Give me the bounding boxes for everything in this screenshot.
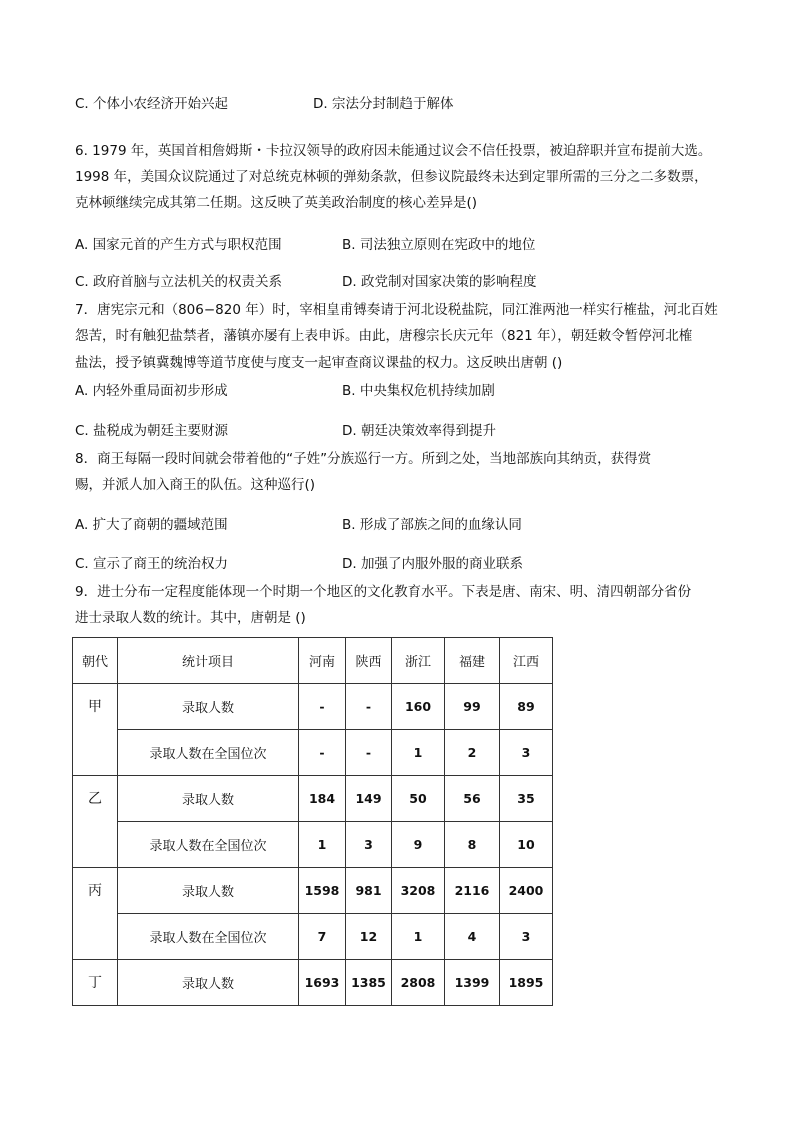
value-cell: - bbox=[346, 730, 392, 776]
item-cell: 录取人数 bbox=[118, 776, 299, 822]
value-cell: 1693 bbox=[299, 960, 346, 1006]
table-row bbox=[73, 960, 553, 1006]
era-cell: 丙 bbox=[73, 868, 118, 960]
q9-stem-line-1: 9．进士分布一定程度能体现一个时期一个地区的文化教育水平。下表是唐、南宋、明、清四朝部分省份 bbox=[75, 584, 692, 600]
value-cell: 184 bbox=[299, 776, 346, 822]
value-cell: 99 bbox=[445, 684, 500, 730]
q7-stem-line-2: 怨苦，时有触犯盐禁者，藩镇亦屡有上表申诉。由此，唐穆宗长庆元年（821 年），朝廷敕令暂停河北榷 bbox=[75, 328, 693, 344]
value-cell: 7 bbox=[299, 914, 346, 960]
q8-option-a: A. 扩大了商朝的疆域范围 bbox=[75, 517, 228, 533]
q7-option-b: B. 中央集权危机持续加剧 bbox=[342, 383, 495, 399]
header-cell-item: 统计项目 bbox=[118, 638, 299, 684]
header-cell-era: 朝代 bbox=[73, 638, 118, 684]
table-row bbox=[73, 776, 553, 822]
value-cell: 9 bbox=[392, 822, 445, 868]
value-cell: 149 bbox=[346, 776, 392, 822]
q6-option-d: D. 政党制对国家决策的影响程度 bbox=[342, 274, 537, 290]
value-cell: 1 bbox=[299, 822, 346, 868]
value-cell: - bbox=[299, 730, 346, 776]
value-cell: - bbox=[346, 684, 392, 730]
q7-option-d: D. 朝廷决策效率得到提升 bbox=[342, 423, 496, 439]
jinshi-statistics-table bbox=[72, 637, 553, 1006]
era-cell: 丁 bbox=[73, 960, 118, 1006]
q8-stem-line-2: 赐，并派人加入商王的队伍。这种巡行() bbox=[75, 477, 316, 493]
value-cell: 3 bbox=[346, 822, 392, 868]
value-cell: - bbox=[299, 684, 346, 730]
value-cell: 3208 bbox=[392, 868, 445, 914]
value-cell: 1895 bbox=[500, 960, 553, 1006]
value-cell: 10 bbox=[500, 822, 553, 868]
value-cell: 1399 bbox=[445, 960, 500, 1006]
q8-option-c: C. 宣示了商王的统治权力 bbox=[75, 556, 229, 572]
value-cell: 8 bbox=[445, 822, 500, 868]
q6-stem-line-2: 1998 年，美国众议院通过了对总统克林顿的弹劾条款，但参议院最终未达到定罪所需的三分之二多数票， bbox=[75, 169, 708, 185]
table-header-row bbox=[73, 638, 553, 684]
header-cell-fujian: 福建 bbox=[445, 638, 500, 684]
value-cell: 2808 bbox=[392, 960, 445, 1006]
value-cell: 2 bbox=[445, 730, 500, 776]
table-row bbox=[73, 730, 553, 776]
value-cell: 2116 bbox=[445, 868, 500, 914]
q6-option-b: B. 司法独立原则在宪政中的地位 bbox=[342, 237, 536, 253]
value-cell: 12 bbox=[346, 914, 392, 960]
header-cell-jiangxi: 江西 bbox=[500, 638, 553, 684]
value-cell: 3 bbox=[500, 914, 553, 960]
value-cell: 981 bbox=[346, 868, 392, 914]
era-cell: 甲 bbox=[73, 684, 118, 776]
q8-stem-line-1: 8．商王每隔一段时间就会带着他的“子姓”分族巡行一方。所到之处，当地部族向其纳贡，获得赏 bbox=[75, 451, 652, 467]
q7-stem-line-1: 7．唐宪宗元和（806−820 年）时，宰相皇甫镈奏请于河北设税盐院，同江淮两池一样实行榷盐，河北百姓 bbox=[75, 302, 718, 318]
value-cell: 2400 bbox=[500, 868, 553, 914]
table-row bbox=[73, 684, 553, 730]
value-cell: 4 bbox=[445, 914, 500, 960]
item-cell: 录取人数在全国位次 bbox=[118, 822, 299, 868]
item-cell: 录取人数在全国位次 bbox=[118, 730, 299, 776]
value-cell: 1598 bbox=[299, 868, 346, 914]
header-cell-shaanxi: 陕西 bbox=[346, 638, 392, 684]
era-cell: 乙 bbox=[73, 776, 118, 868]
value-cell: 1 bbox=[392, 914, 445, 960]
q6-stem-line-1: 6. 1979 年，英国首相詹姆斯・卡拉汉领导的政府因未能通过议会不信任投票，被迫辞职并宣布提前大选。 bbox=[75, 143, 712, 159]
q6-stem-line-3: 克林顿继续完成其第二任期。这反映了英美政治制度的核心差异是() bbox=[75, 195, 478, 211]
q5-option-d: D. 宗法分封制趋于解体 bbox=[313, 96, 454, 112]
q7-option-a: A. 内轻外重局面初步形成 bbox=[75, 383, 228, 399]
value-cell: 89 bbox=[500, 684, 553, 730]
q5-option-c: C. 个体小农经济开始兴起 bbox=[75, 96, 229, 112]
value-cell: 56 bbox=[445, 776, 500, 822]
value-cell: 1 bbox=[392, 730, 445, 776]
table-row bbox=[73, 822, 553, 868]
q6-option-a: A. 国家元首的产生方式与职权范围 bbox=[75, 237, 282, 253]
item-cell: 录取人数在全国位次 bbox=[118, 914, 299, 960]
q7-stem-line-3: 盐法，授予镇冀魏博等道节度使与度支一起审查商议课盐的权力。这反映出唐朝 () bbox=[75, 355, 563, 371]
header-cell-zhejiang: 浙江 bbox=[392, 638, 445, 684]
item-cell: 录取人数 bbox=[118, 868, 299, 914]
header-cell-henan: 河南 bbox=[299, 638, 346, 684]
table-row bbox=[73, 868, 553, 914]
value-cell: 50 bbox=[392, 776, 445, 822]
value-cell: 160 bbox=[392, 684, 445, 730]
q7-option-c: C. 盐税成为朝廷主要财源 bbox=[75, 423, 229, 439]
table-row bbox=[73, 914, 553, 960]
item-cell: 录取人数 bbox=[118, 960, 299, 1006]
q6-option-c: C. 政府首脑与立法机关的权责关系 bbox=[75, 274, 283, 290]
value-cell: 1385 bbox=[346, 960, 392, 1006]
value-cell: 3 bbox=[500, 730, 553, 776]
item-cell: 录取人数 bbox=[118, 684, 299, 730]
q8-option-b: B. 形成了部族之间的血缘认同 bbox=[342, 517, 522, 533]
value-cell: 35 bbox=[500, 776, 553, 822]
q8-option-d: D. 加强了内服外服的商业联系 bbox=[342, 556, 523, 572]
q9-stem-line-2: 进士录取人数的统计。其中，唐朝是 () bbox=[75, 610, 306, 626]
